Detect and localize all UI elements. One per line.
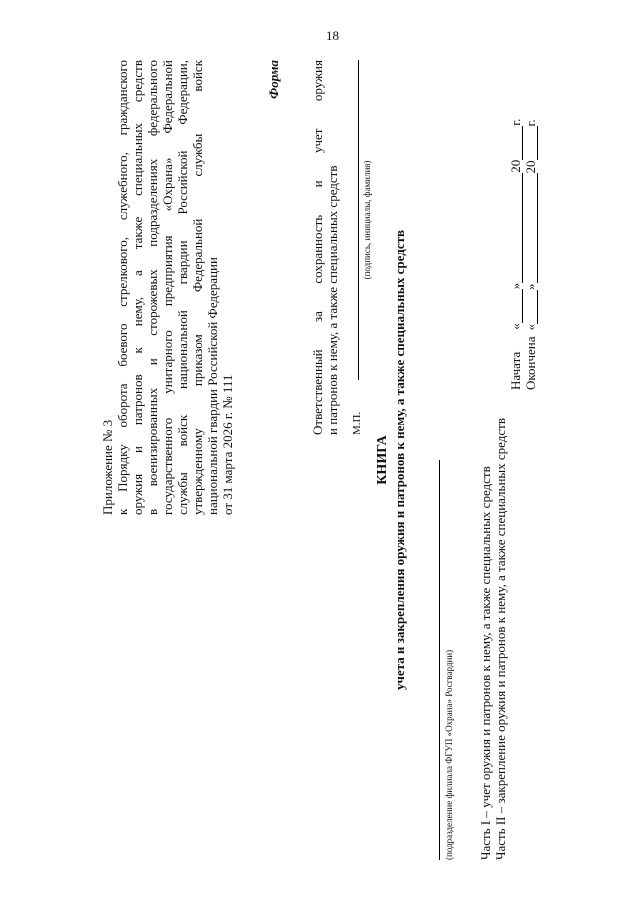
year-suffix: г. — [508, 118, 523, 126]
appendix-line: в военизированных и сторожевых подразделениях федерального — [145, 60, 160, 515]
responsible-block — [310, 60, 375, 435]
book-title — [375, 60, 407, 860]
year-prefix: 20 — [523, 160, 538, 174]
start-date-row — [508, 60, 523, 390]
appendix-line: утвержденному приказом Федеральной службы войск — [190, 60, 205, 515]
form-label: Форма — [266, 60, 281, 99]
appendix-line: государственного унитарного предприятия «Охрана» Федеральной — [160, 60, 175, 515]
unit-caption: (подразделение филиала ФГУП «Охрана» Росгвардии) — [444, 649, 454, 860]
part-item: Часть II – закрепление оружия и патронов к нему, а также специальных средств — [493, 418, 508, 860]
signature-caption: (подпись, инициалы, фамилия) — [362, 160, 372, 280]
end-label: Окончена — [523, 336, 538, 390]
title-subheading: учета и закрепления оружия и патронов к нему, а также специальных средств — [392, 230, 407, 691]
open-quote: « — [523, 323, 538, 331]
part-item: Часть I – учет оружия и патронов к нему, а также специальных средств — [478, 466, 493, 860]
year-blank — [525, 126, 538, 160]
appendix-line: от 31 марта 2026 г. № 111 — [220, 374, 235, 515]
stamp-label: М.П. — [351, 411, 363, 435]
open-quote: « — [508, 323, 523, 330]
title-heading: КНИГА — [375, 435, 390, 485]
day-blank — [525, 290, 538, 324]
close-quote: » — [523, 283, 538, 290]
day-blank — [510, 289, 523, 323]
rotated-form-sheet — [100, 60, 540, 860]
year-prefix: 20 — [508, 159, 523, 173]
year-blank — [510, 126, 523, 160]
year-suffix: г. — [523, 119, 538, 127]
appendix-line: национальной гвардии Российской Федерации — [205, 257, 220, 515]
signature-line — [348, 60, 359, 380]
appendix-title: Приложение № 3 — [100, 419, 115, 515]
appendix-line: службы войск национальной гвардии Российской Федерации, — [175, 60, 190, 515]
responsible-text: Ответственный за сохранность и учет оружия — [310, 60, 325, 435]
unit-line — [425, 460, 440, 860]
month-blank — [510, 173, 523, 283]
close-quote: » — [508, 282, 523, 290]
start-label: Начата — [508, 351, 523, 390]
dates-block — [508, 60, 538, 390]
appendix-line: оружия и патронов к нему, а также специальных средств — [130, 60, 145, 515]
page-number: 18 — [326, 28, 339, 43]
unit-block — [425, 460, 457, 860]
appendix-line: к Порядку оборота боевого стрелкового, служебного, гражданского — [115, 60, 130, 515]
month-blank — [525, 173, 538, 283]
appendix-block — [100, 60, 235, 515]
parts-list — [478, 60, 508, 860]
end-date-row — [523, 60, 538, 390]
responsible-text: и патронов к нему, а также специальных средств — [325, 165, 340, 435]
